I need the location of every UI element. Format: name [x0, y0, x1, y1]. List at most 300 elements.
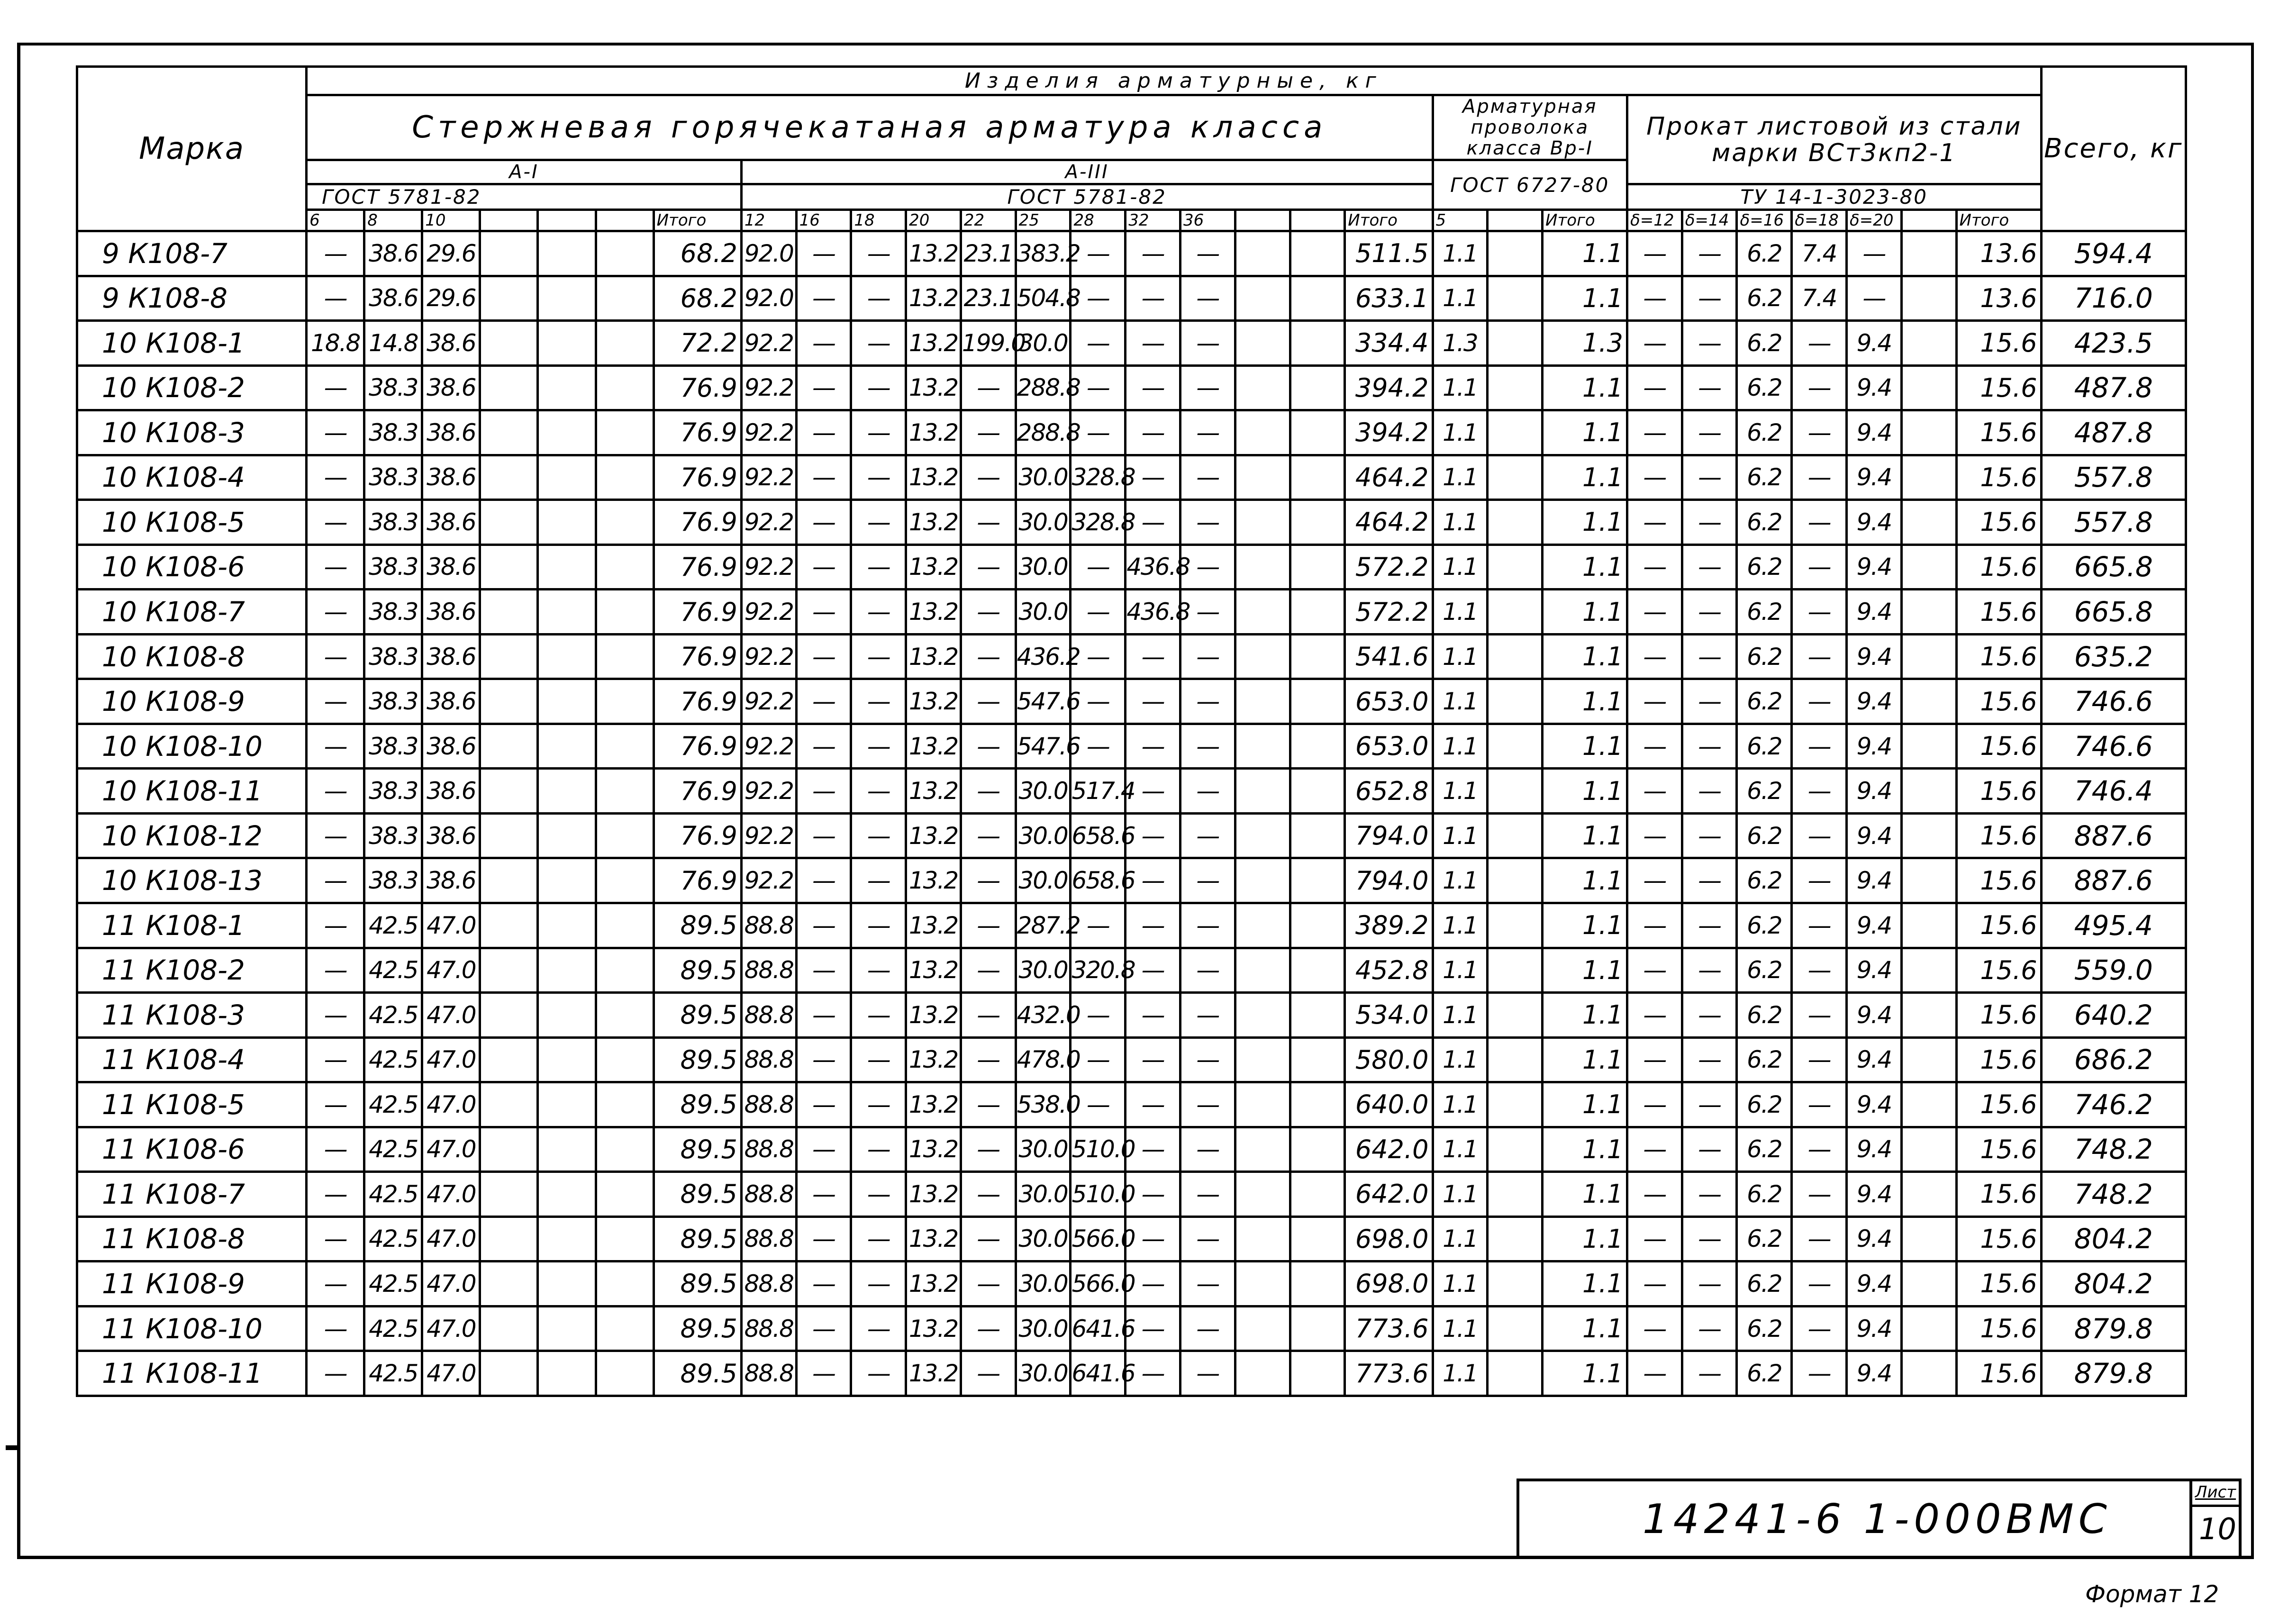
row-cell: 30.0	[1016, 455, 1071, 500]
row-cell: —	[1792, 1351, 1847, 1396]
row-cell: —	[1180, 276, 1235, 321]
row-cell: —	[1792, 993, 1847, 1038]
row-cell: —	[307, 410, 364, 455]
row-cell: 6.2	[1737, 1306, 1792, 1351]
row-cell: —	[1180, 1127, 1235, 1172]
row-cell	[1901, 455, 1956, 500]
row-cell: 92.2	[741, 724, 796, 769]
row-cell: 13.2	[906, 590, 961, 635]
row-cell: —	[796, 1127, 851, 1172]
row-cell	[596, 1306, 654, 1351]
row-cell: —	[851, 1306, 906, 1351]
row-grand-total: 716.0	[2041, 276, 2186, 321]
row-cell: —	[1627, 365, 1682, 410]
row-grand-total: 804.2	[2041, 1261, 2186, 1306]
row-cell: —	[1627, 544, 1682, 590]
row-cell: 6.2	[1737, 769, 1792, 814]
header-gost-ai: ГОСТ 5781-82	[307, 184, 742, 210]
row-cell: 9.4	[1847, 634, 1902, 679]
row-cell: —	[307, 276, 364, 321]
row-cell: —	[1682, 1127, 1737, 1172]
table-row	[77, 590, 2186, 635]
row-cell	[596, 365, 654, 410]
row-cell: 320.8	[1071, 948, 1126, 993]
row-mark: 10 К108-4	[77, 455, 307, 500]
row-cell: —	[1682, 500, 1737, 545]
row-cell	[1235, 724, 1290, 769]
col-sheet: δ=20	[1847, 210, 1902, 231]
row-cell: —	[796, 1172, 851, 1217]
row-cell: 30.0	[1016, 769, 1071, 814]
row-cell: —	[1627, 410, 1682, 455]
row-cell	[596, 410, 654, 455]
row-cell: —	[1792, 321, 1847, 366]
col-ai: 8	[364, 210, 422, 231]
row-cell	[538, 1306, 596, 1351]
row-cell	[1235, 993, 1290, 1038]
row-cell: 42.5	[364, 1082, 422, 1127]
row-cell	[596, 813, 654, 858]
row-cell	[538, 500, 596, 545]
row-cell: —	[961, 500, 1016, 545]
row-cell: —	[796, 903, 851, 948]
row-subtotal: 76.9	[654, 769, 741, 814]
row-cell	[538, 1261, 596, 1306]
row-cell	[480, 769, 538, 814]
row-cell: 38.3	[364, 544, 422, 590]
row-cell: 1.1	[1433, 276, 1488, 321]
row-cell: —	[796, 1216, 851, 1261]
row-cell: —	[1627, 590, 1682, 635]
row-cell: —	[1627, 724, 1682, 769]
row-cell: 13.2	[906, 813, 961, 858]
row-cell: —	[1682, 276, 1737, 321]
row-cell	[1488, 813, 1543, 858]
row-subtotal: 1.1	[1543, 1172, 1627, 1217]
row-cell	[596, 590, 654, 635]
row-cell	[1901, 231, 1956, 276]
table-row	[77, 231, 2186, 276]
row-cell: 13.2	[906, 1351, 961, 1396]
row-cell: —	[1792, 903, 1847, 948]
row-cell: 641.6	[1071, 1351, 1126, 1396]
row-cell: 38.6	[422, 590, 480, 635]
row-subtotal: 1.1	[1543, 724, 1627, 769]
row-cell: 47.0	[422, 1172, 480, 1217]
row-cell	[1290, 231, 1345, 276]
row-cell: —	[1180, 813, 1235, 858]
row-mark: 11 К108-7	[77, 1172, 307, 1217]
row-grand-total: 487.8	[2041, 410, 2186, 455]
row-subtotal: 15.6	[1956, 1127, 2041, 1172]
row-cell: 38.3	[364, 455, 422, 500]
row-cell: —	[1682, 813, 1737, 858]
row-cell	[1901, 276, 1956, 321]
row-cell: 38.3	[364, 679, 422, 724]
row-cell	[1488, 321, 1543, 366]
row-cell	[1901, 634, 1956, 679]
row-grand-total: 487.8	[2041, 365, 2186, 410]
row-cell: —	[1180, 948, 1235, 993]
row-cell: —	[1180, 544, 1235, 590]
row-cell: 88.8	[741, 948, 796, 993]
row-cell	[1235, 410, 1290, 455]
row-cell	[1488, 276, 1543, 321]
row-subtotal: 15.6	[1956, 455, 2041, 500]
row-cell: —	[796, 813, 851, 858]
row-cell	[480, 1082, 538, 1127]
col-ai	[480, 210, 538, 231]
row-cell: 1.1	[1433, 590, 1488, 635]
row-cell	[1901, 590, 1956, 635]
header-total: Всего, кг	[2041, 67, 2186, 231]
row-cell	[1488, 1037, 1543, 1082]
row-subtotal: 76.9	[654, 858, 741, 903]
row-cell: —	[961, 410, 1016, 455]
row-cell: —	[1071, 365, 1126, 410]
row-grand-total: 746.6	[2041, 679, 2186, 724]
row-cell: —	[1180, 858, 1235, 903]
row-mark: 11 К108-10	[77, 1306, 307, 1351]
table-row	[77, 1082, 2186, 1127]
row-cell	[1901, 1082, 1956, 1127]
row-cell: —	[307, 1261, 364, 1306]
row-cell: —	[307, 1127, 364, 1172]
row-cell: 9.4	[1847, 590, 1902, 635]
row-cell	[1290, 1351, 1345, 1396]
row-cell: 88.8	[741, 1216, 796, 1261]
row-cell: 92.2	[741, 365, 796, 410]
row-cell: 6.2	[1737, 544, 1792, 590]
row-cell	[1488, 1261, 1543, 1306]
row-cell: —	[1627, 321, 1682, 366]
row-subtotal: 89.5	[654, 1216, 741, 1261]
row-cell: —	[851, 858, 906, 903]
row-cell: 6.2	[1737, 1127, 1792, 1172]
row-cell: 6.2	[1737, 724, 1792, 769]
header-reinforcement-products: Изделия арматурные, кг	[307, 67, 2041, 95]
row-cell	[1235, 1082, 1290, 1127]
row-cell: 9.4	[1847, 1127, 1902, 1172]
row-grand-total: 557.8	[2041, 455, 2186, 500]
row-cell: —	[1627, 455, 1682, 500]
row-subtotal: 15.6	[1956, 993, 2041, 1038]
row-mark: 10 К108-11	[77, 769, 307, 814]
row-cell: —	[796, 544, 851, 590]
row-cell: 13.2	[906, 679, 961, 724]
row-grand-total: 423.5	[2041, 321, 2186, 366]
row-cell: 23.1	[961, 276, 1016, 321]
row-cell: —	[1180, 724, 1235, 769]
row-cell	[1901, 1261, 1956, 1306]
row-cell: 6.2	[1737, 1172, 1792, 1217]
row-cell: 9.4	[1847, 858, 1902, 903]
row-cell: —	[1792, 679, 1847, 724]
row-cell: —	[1792, 500, 1847, 545]
row-cell: —	[1792, 1082, 1847, 1127]
row-cell	[480, 231, 538, 276]
row-cell: —	[1180, 321, 1235, 366]
row-cell: 1.1	[1433, 948, 1488, 993]
row-cell: 9.4	[1847, 365, 1902, 410]
row-cell: 288.8	[1016, 410, 1071, 455]
row-cell: 92.2	[741, 455, 796, 500]
row-cell: 38.6	[364, 231, 422, 276]
row-mark: 10 К108-7	[77, 590, 307, 635]
row-cell	[1290, 276, 1345, 321]
row-cell: 6.2	[1737, 276, 1792, 321]
row-cell: 38.6	[422, 858, 480, 903]
col-ai	[538, 210, 596, 231]
row-cell: 30.0	[1016, 1172, 1071, 1217]
row-cell: —	[961, 948, 1016, 993]
row-cell: 13.2	[906, 858, 961, 903]
table-row	[77, 455, 2186, 500]
row-cell	[480, 455, 538, 500]
row-cell: 6.2	[1737, 679, 1792, 724]
row-cell: 6.2	[1737, 231, 1792, 276]
row-cell: —	[1126, 1216, 1180, 1261]
row-cell	[1901, 1037, 1956, 1082]
row-cell: 287.2	[1016, 903, 1071, 948]
row-cell: 38.6	[422, 321, 480, 366]
row-cell: 13.2	[906, 1172, 961, 1217]
row-cell	[1488, 1082, 1543, 1127]
row-cell: —	[307, 948, 364, 993]
row-cell: —	[1792, 455, 1847, 500]
row-cell: —	[1126, 410, 1180, 455]
row-cell	[480, 679, 538, 724]
row-grand-total: 746.6	[2041, 724, 2186, 769]
table-row	[77, 993, 2186, 1038]
row-cell: —	[1792, 1037, 1847, 1082]
row-cell: 6.2	[1737, 455, 1792, 500]
row-cell: 47.0	[422, 1037, 480, 1082]
row-grand-total: 887.6	[2041, 813, 2186, 858]
row-cell	[1901, 1216, 1956, 1261]
row-subtotal: 15.6	[1956, 1216, 2041, 1261]
row-cell	[1290, 590, 1345, 635]
row-cell: —	[796, 948, 851, 993]
row-cell: 13.2	[906, 1261, 961, 1306]
row-cell	[538, 1216, 596, 1261]
row-cell: 9.4	[1847, 724, 1902, 769]
row-cell	[538, 276, 596, 321]
row-cell: 38.6	[422, 455, 480, 500]
table-row	[77, 813, 2186, 858]
row-cell	[1488, 590, 1543, 635]
row-cell: —	[1682, 858, 1737, 903]
row-cell: 47.0	[422, 993, 480, 1038]
row-cell	[1235, 1351, 1290, 1396]
row-cell: —	[1682, 1037, 1737, 1082]
col-aiii: 16	[796, 210, 851, 231]
row-cell: 42.5	[364, 903, 422, 948]
row-subtotal: 76.9	[654, 365, 741, 410]
row-subtotal: 15.6	[1956, 679, 2041, 724]
row-cell	[1235, 231, 1290, 276]
row-cell: 7.4	[1792, 276, 1847, 321]
row-cell: —	[961, 634, 1016, 679]
row-cell: 288.8	[1016, 365, 1071, 410]
row-subtotal: 1.1	[1543, 1037, 1627, 1082]
row-subtotal: 1.1	[1543, 769, 1627, 814]
row-cell	[1901, 769, 1956, 814]
row-mark: 10 К108-13	[77, 858, 307, 903]
row-subtotal: 76.9	[654, 590, 741, 635]
row-cell: —	[961, 813, 1016, 858]
row-cell: —	[1682, 948, 1737, 993]
row-cell: 42.5	[364, 1306, 422, 1351]
row-subtotal: 15.6	[1956, 365, 2041, 410]
row-cell: —	[1126, 679, 1180, 724]
row-subtotal: 89.5	[654, 1261, 741, 1306]
row-cell: —	[1792, 590, 1847, 635]
row-cell	[1901, 1127, 1956, 1172]
row-cell	[1290, 321, 1345, 366]
row-grand-total: 665.8	[2041, 544, 2186, 590]
row-grand-total: 748.2	[2041, 1172, 2186, 1217]
row-cell: 436.8	[1126, 590, 1180, 635]
row-cell: 42.5	[364, 948, 422, 993]
row-cell: 92.2	[741, 634, 796, 679]
row-cell: 30.0	[1016, 1216, 1071, 1261]
row-cell: 38.6	[422, 634, 480, 679]
row-cell	[538, 231, 596, 276]
row-cell: 1.1	[1433, 410, 1488, 455]
row-cell: 42.5	[364, 1261, 422, 1306]
row-cell: 13.2	[906, 365, 961, 410]
table-row	[77, 1261, 2186, 1306]
row-subtotal: 89.5	[654, 948, 741, 993]
row-cell: 9.4	[1847, 679, 1902, 724]
row-cell	[1901, 1306, 1956, 1351]
row-cell: 42.5	[364, 1351, 422, 1396]
row-subtotal: 464.2	[1345, 500, 1433, 545]
row-cell: 30.0	[1016, 590, 1071, 635]
row-cell: 510.0	[1071, 1127, 1126, 1172]
row-cell	[596, 948, 654, 993]
row-cell: —	[961, 858, 1016, 903]
row-cell: —	[961, 1216, 1016, 1261]
row-cell	[538, 858, 596, 903]
row-cell: —	[1792, 1216, 1847, 1261]
row-cell: —	[796, 590, 851, 635]
row-cell: —	[1180, 231, 1235, 276]
row-cell	[1901, 993, 1956, 1038]
row-cell: —	[307, 231, 364, 276]
row-cell	[596, 1172, 654, 1217]
table-row	[77, 903, 2186, 948]
row-subtotal: 76.9	[654, 813, 741, 858]
row-cell: 30.0	[1016, 858, 1071, 903]
row-mark: 11 К108-9	[77, 1261, 307, 1306]
col-wire	[1488, 210, 1543, 231]
row-cell: —	[796, 1261, 851, 1306]
row-mark: 11 К108-4	[77, 1037, 307, 1082]
row-cell: 38.6	[422, 365, 480, 410]
row-cell: 383.2	[1016, 231, 1071, 276]
row-cell: 9.4	[1847, 813, 1902, 858]
row-cell: —	[961, 1037, 1016, 1082]
row-cell: 38.3	[364, 724, 422, 769]
row-cell: 9.4	[1847, 948, 1902, 993]
col-aiii: 12	[741, 210, 796, 231]
row-subtotal: 1.1	[1543, 276, 1627, 321]
row-cell: 1.1	[1433, 1261, 1488, 1306]
table-row	[77, 365, 2186, 410]
row-subtotal: 1.1	[1543, 634, 1627, 679]
row-cell: 9.4	[1847, 321, 1902, 366]
col-aiii: 22	[961, 210, 1016, 231]
row-grand-total: 665.8	[2041, 590, 2186, 635]
row-cell: 1.1	[1433, 500, 1488, 545]
row-cell: —	[851, 410, 906, 455]
row-cell: —	[307, 500, 364, 545]
row-cell: —	[1792, 724, 1847, 769]
row-cell	[1235, 1261, 1290, 1306]
row-cell: 13.2	[906, 903, 961, 948]
row-cell: —	[307, 365, 364, 410]
row-subtotal: 541.6	[1345, 634, 1433, 679]
row-grand-total: 879.8	[2041, 1306, 2186, 1351]
col-aiii	[1290, 210, 1345, 231]
row-cell: 566.0	[1071, 1261, 1126, 1306]
row-cell: —	[1627, 948, 1682, 993]
row-grand-total: 594.4	[2041, 231, 2186, 276]
row-subtotal: 653.0	[1345, 724, 1433, 769]
sheet-number: 10	[2199, 1512, 2236, 1546]
row-subtotal: 13.6	[1956, 231, 2041, 276]
row-cell	[538, 903, 596, 948]
row-grand-total: 887.6	[2041, 858, 2186, 903]
row-cell: —	[1180, 1306, 1235, 1351]
row-cell	[538, 993, 596, 1038]
header-wire: Арматурная проволока класса Вр-I	[1433, 95, 1627, 160]
row-cell: 9.4	[1847, 455, 1902, 500]
row-cell: —	[1180, 769, 1235, 814]
header-gost-aiii: ГОСТ 5781-82	[741, 184, 1433, 210]
row-cell: 38.3	[364, 500, 422, 545]
row-cell: —	[851, 455, 906, 500]
col-wire-total: Итого	[1543, 210, 1627, 231]
row-cell	[538, 634, 596, 679]
row-cell: —	[1792, 634, 1847, 679]
row-cell: —	[1627, 231, 1682, 276]
col-aiii: 32	[1126, 210, 1180, 231]
row-cell: —	[851, 544, 906, 590]
row-cell: 38.3	[364, 590, 422, 635]
row-subtotal: 698.0	[1345, 1216, 1433, 1261]
row-cell	[1488, 769, 1543, 814]
row-mark: 10 К108-2	[77, 365, 307, 410]
row-cell	[1235, 769, 1290, 814]
row-cell	[538, 410, 596, 455]
row-cell	[1235, 1127, 1290, 1172]
row-subtotal: 452.8	[1345, 948, 1433, 993]
row-cell: —	[1126, 455, 1180, 500]
row-mark: 10 К108-12	[77, 813, 307, 858]
row-cell	[1290, 634, 1345, 679]
table-row	[77, 1351, 2186, 1396]
row-cell: 30.0	[1016, 813, 1071, 858]
row-cell: 13.2	[906, 993, 961, 1038]
row-cell	[480, 1306, 538, 1351]
row-cell	[1290, 993, 1345, 1038]
row-cell: 30.0	[1016, 1127, 1071, 1172]
row-subtotal: 640.0	[1345, 1082, 1433, 1127]
row-subtotal: 15.6	[1956, 1306, 2041, 1351]
